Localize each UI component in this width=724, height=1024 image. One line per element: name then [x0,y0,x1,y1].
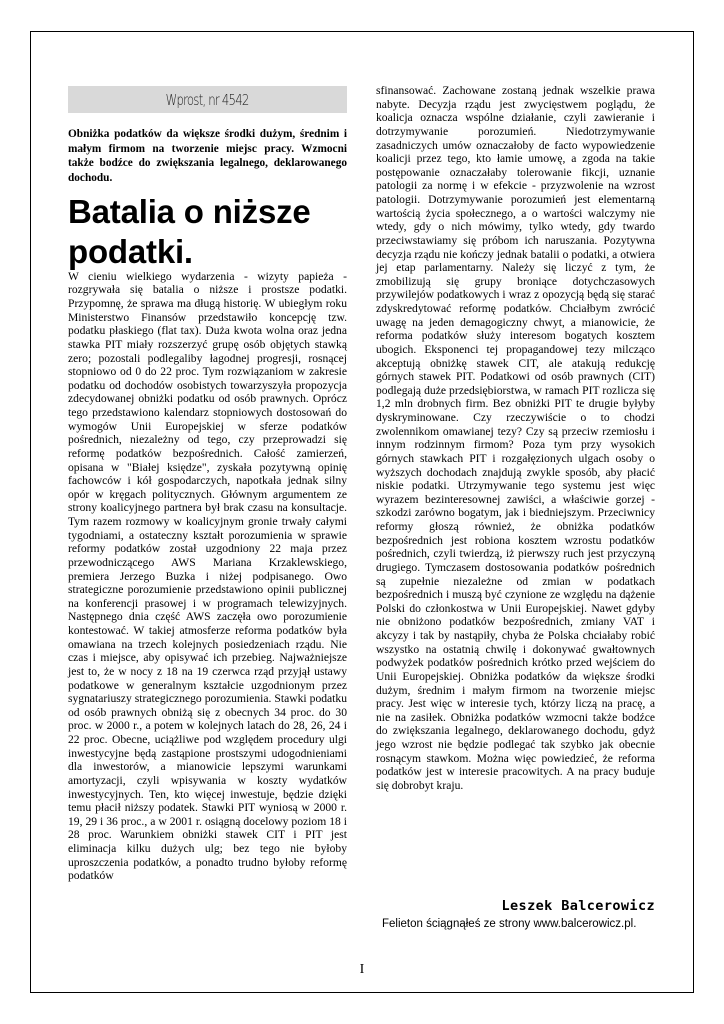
article-body-right [376,84,655,793]
author-name: Leszek Balcerowicz [501,898,655,914]
article-body-left [68,270,347,883]
article-title: Batalia o niższe podatki. [68,192,311,270]
article-lead: Obniżka podatków da większe środki dużym, średnim i małym firmom na tworzenie miejsc pracy. Wzmocni także bodźce do zwiększania legalnego, deklarowanego dochodu. [68,128,347,185]
source-label: Wprost, nr 4542 [166,90,249,109]
signature-block [376,898,655,930]
page-number: I [359,962,365,977]
body-text-right: sfinansować. Zachowane zostaną jednak wszelkie prawa nabyte. Decyzja rządu jest zwycięstwem poglądu, że koalicja oznacza wspólne działanie, czyli zawieranie i dotrzymywanie porozumień. Niedotrzymywanie zasadniczych umów oznaczałoby de facto wypowiedzenie koalicji przez tego, kto łamie umowę, a zgoda na takie postępowanie oznaczałaby tolerowanie fikcji, uznanie patologii za normę i w efekcie - przyzwolenie na wzrost patologii. Dotrzymywanie porozumień jest elementarną wartością życia społecznego, a o wartości walczymy nie wtedy, gdy o nich mówimy, tylko wtedy, gdy twardo przeciwstawiamy się próbom ich naruszania. Pozytywna decyzja rządu nie kończy jednak batalii o podatki, a otwiera jej etap parlamentarny. Należy się liczyć z tym, że zmobilizują się grupy broniące dotychczasowych przywilejów podatkowych i wraz z opozycją będą się starać zdyskredytować reformę podatków. Chciałbym zwrócić uwagę na jeden demagogiczny chwyt, a mianowicie, że reforma podatków służy interesom bogatych kosztem ubogich. Eksponenci tej propagandowej tezy milcząco akceptują obniżkę stawek CIT, ale atakują redukcję górnych stawek PIT. Podatkowi od osób prawnych (CIT) podlegają duże przedsiębiorstwa, w ramach PIT rozlicza się 1,2 mln drobnych firm. Bez obniżki PIT te drugie byłyby dyskryminowane. Czy rzeczywiście o to chodzi zwolennikom omawianej tezy? Czy są przeciw rzemiosłu i innym rodzinnym firmom? Poza tym przy wysokich górnych stawkach PIT i rozgałęzionych ulgach osoby o wyższych dochodach znajdują zwykle sposób, aby płacić niskie podatki. Utrzymywanie tego systemu jest więc wyrazem bezinteresownej zawiści, a właściwie gorzej - szkodzi zarówno bogatym, jak i biedniejszym. Przeciwnicy reformy głoszą również, że obniżka podatków bezpośrednich jest robiona kosztem wzrostu podatków pośrednich, czyli twierdzą, iż pierwszy ruch jest przyczyną drugiego. Tymczasem dostosowania podatków pośrednich są zupełnie niezależne od zmian w podatkach bezpośrednich i muszą być czynione ze względu na dążenie Polski do członkostwa w Unii Europejskiej. Nawet gdyby nie obniżono podatków bezpośrednich, zmiany VAT i akcyzy i tak by nastąpiły, chyba że Polska chciałaby robić wszystko na ostatnią chwilę i dokonywać gwałtownych podwyżek podatków pośrednich krótko przed wejściem do Unii Europejskiej. Obniżka podatków da większe środki dużym, średnim i małym firmom na tworzenie miejsc pracy. Jest więc w interesie tych, którzy liczą na pracę, a nie na zasiłek. Obniżka podatków wzmocni także bodźce do zwiększania legalnego, deklarowanego dochodu, gdyż jego wzrost nie będzie podlegać tak szybko jak obecnie rosnącym stawkom. Można więc powiedzieć, że reforma podatków jest w interesie pracowitych. A na pracy buduje się dobrobyt kraju. [376,84,655,792]
source-header [68,86,347,113]
left-column [68,86,347,883]
source-credit: Felieton ściągnąłeś ze strony www.balcerowicz.pl. [382,918,637,930]
right-column [376,84,655,793]
body-text-left: W cieniu wielkiego wydarzenia - wizyty papieża - rozgrywała się batalia o niższe i prostsze podatki. Przypomnę, że sprawa ma długą historię. W ubiegłym roku Ministerstwo Finansów przedstawiło koncepcję tzw. podatku płaskiego (flat tax). Duża kwota wolna oraz jedna stawka PIT miały rozszerzyć grupę osób objętych stawką zero; pozostali podlegaliby łagodnej progresji, rosnącej stopniowo od 0 do 22 proc. Tym rozwiązaniom w zakresie podatku od dochodów osobistych towarzyszyła propozycja zdecydowanej obniżki podatku od osób prawnych. Oprócz tego przedstawiono kalendarz stopniowych dostosowań do wymogów Unii Europejskiej w sferze podatków pośrednich, niezależny od tego, czy przeprowadzi się reformę podatków bezpośrednich. Całość zamierzeń, opisana w "Białej księdze", zyskała pozytywną opinię fachowców i kół gospodarczych, napotkała jednak silny opór w kręgach politycznych. Głównym argumentem ze strony koalicyjnego partnera był brak czasu na konsultacje. Tym razem rozmowy w koalicyjnym gronie trwały całymi tygodniami, a ostateczny kształt porozumienia w sprawie reformy podatków został uzgodniony 22 maja przez przewodniczącego AWS Mariana Krzaklewskiego, premiera Jerzego Buzka i niżej podpisanego. Owo strategiczne porozumienie przedstawiono opinii publicznej na konferencji prasowej i w programach telewizyjnych. Następnego dnia część AWS zaczęła owo porozumienie kontestować. W takiej atmosferze reforma podatków była omawiana na trzech kolejnych posiedzeniach rządu. Nie czas i miejsce, aby opisywać ich przebieg. Najważniejsze jest to, że w nocy z 18 na 19 czerwca rząd przyjął ustawy podatkowe w generalnym kształcie uzgodnionym przez sygnatariuszy strategicznego porozumienia. Stawki podatku od osób prawnych obniżą się z obecnych 34 proc. do 30 proc. w 2000 r., a potem w kolejnych latach do 28, 26, 24 i 22 proc. Obecne, uciążliwe pod względem procedury ulgi inwestycyjne będą zastąpione prostszymi udogodnieniami dla inwestorów, a mianowicie lepszymi warunkami amortyzacji, czyli wpisywania w koszty wydatków inwestycyjnych. Ten, kto więcej inwestuje, będzie dzięki temu płacił niższy podatek. Stawki PIT wyniosą w 2000 r. 19, 29 i 36 proc., a w 2001 r. osiągną docelowy poziom 18 i 28 proc. Warunkiem obniżki stawek CIT i PIT jest eliminacja kilku dużych ulg; bez tego nie byłoby uproszczenia podatków, a ponadto trudno byłoby reformę podatków [68,269,347,883]
